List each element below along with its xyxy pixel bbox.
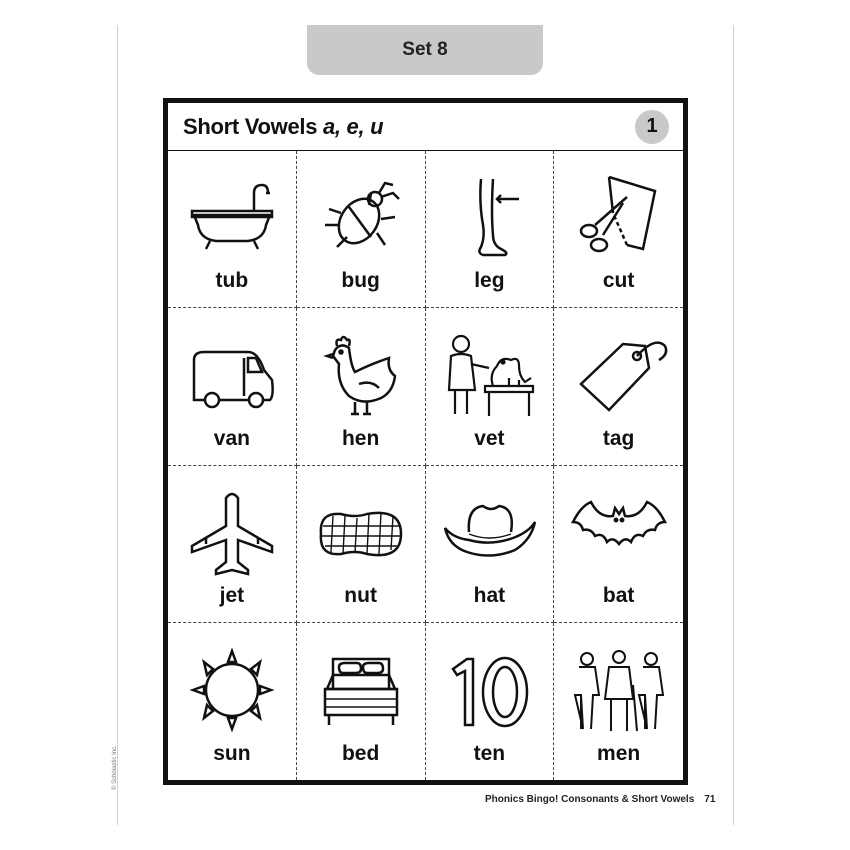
word-label: vet xyxy=(474,426,505,450)
bingo-cell xyxy=(426,151,555,308)
ten-picture xyxy=(439,645,539,735)
page-left-edge xyxy=(117,25,118,825)
set-tab xyxy=(307,25,543,75)
van-picture xyxy=(182,330,282,420)
bingo-cell xyxy=(554,466,683,623)
word-label: hat xyxy=(473,583,506,607)
bingo-grid xyxy=(168,151,683,780)
copyright-notice: © Scholastic Inc. xyxy=(112,745,118,790)
bug-picture xyxy=(311,173,411,263)
bed-picture xyxy=(311,645,411,735)
bingo-cell xyxy=(168,151,297,308)
word-label: bed xyxy=(341,742,380,765)
bingo-cell xyxy=(554,623,683,780)
bat-picture xyxy=(569,488,669,578)
bingo-cell xyxy=(554,308,683,465)
sun-picture xyxy=(182,645,282,735)
bingo-cell xyxy=(297,623,426,780)
bingo-cell xyxy=(168,308,297,465)
bingo-cell xyxy=(168,466,297,623)
nut-picture xyxy=(311,488,411,578)
tag-picture xyxy=(569,330,669,420)
card-number: 1 xyxy=(646,115,658,137)
page-footer xyxy=(485,794,715,805)
word-label: sun xyxy=(213,742,251,765)
word-label: jet xyxy=(219,583,245,607)
set-tab-label: Set 8 xyxy=(402,39,448,60)
leg-picture xyxy=(439,173,539,263)
bathtub-picture xyxy=(182,173,282,263)
word-label: men xyxy=(597,742,641,765)
word-label: hen xyxy=(341,426,380,450)
word-label: bug xyxy=(341,269,380,293)
word-label: bat xyxy=(602,583,635,607)
footer-text: Phonics Bingo! Consonants & Short Vowels xyxy=(485,794,695,805)
scissors-cutting-picture xyxy=(569,173,669,263)
bingo-card xyxy=(163,98,688,785)
hen-picture xyxy=(311,330,411,420)
card-header xyxy=(168,103,683,151)
word-label: tub xyxy=(215,269,249,293)
bingo-cell xyxy=(426,623,555,780)
bingo-cell xyxy=(297,466,426,623)
men-picture xyxy=(569,645,669,735)
page-right-edge xyxy=(733,25,734,825)
word-label: cut xyxy=(602,269,635,293)
bingo-cell xyxy=(426,466,555,623)
jet-picture xyxy=(182,488,282,578)
word-label: tag xyxy=(602,426,635,450)
bingo-cell xyxy=(168,623,297,780)
word-label: ten xyxy=(473,742,506,765)
word-label: nut xyxy=(344,583,377,607)
hat-picture xyxy=(439,488,539,578)
bingo-cell xyxy=(554,151,683,308)
bingo-cell xyxy=(297,151,426,308)
card-title-main: Short Vowels xyxy=(183,113,323,139)
page-number: 71 xyxy=(704,794,716,805)
card-number-badge xyxy=(635,110,669,144)
word-label: van xyxy=(213,426,250,450)
word-label: leg xyxy=(474,269,505,293)
vet-picture xyxy=(439,330,539,420)
card-title-vowels: a, e, u xyxy=(322,113,384,139)
bingo-cell xyxy=(426,308,555,465)
bingo-cell xyxy=(297,308,426,465)
card-title xyxy=(183,114,383,140)
